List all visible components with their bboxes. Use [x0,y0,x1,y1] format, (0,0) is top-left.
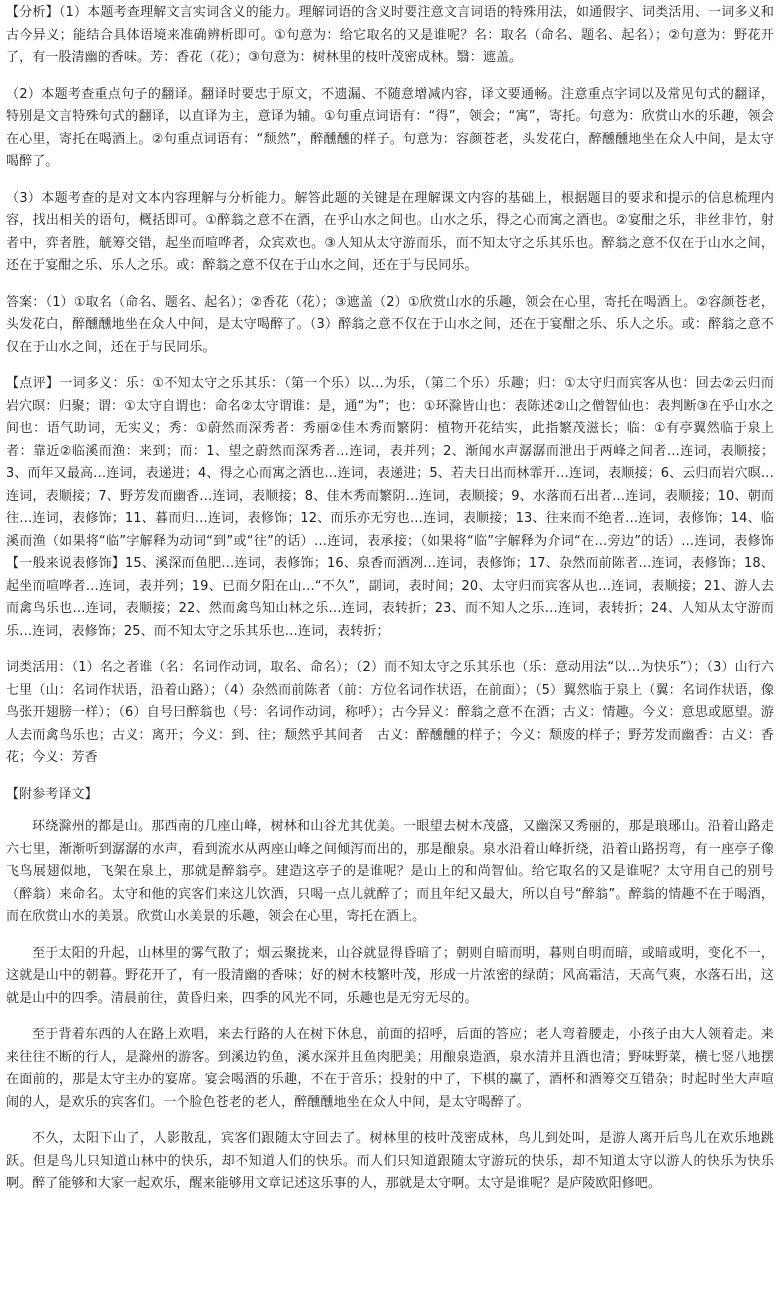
comment-paragraph: 【点评】一词多义：乐：①不知太守之乐其乐：（第一个乐）以…为乐，（第二个乐）乐趣；归：①太守归而宾客从也：回去②云归而岩穴暝：归聚；谓：①太守自谓也：命名②太守谓谁：是，通“为”；也：①环滁皆山也：表陈述②山之僧智仙也：表判断③在乎山水之间也：语气助词，无实义；秀：①蔚然而深秀者：秀丽②佳木秀而繁阴：植物开花结实，此指繁茂滋长；临：①有亭翼然临于泉上者：靠近②临溪而渔：来到；而：1、望之蔚然而深秀者…连词，表并列；2、渐闻水声潺潺而泄出于两峰之间者…连词，表顺接；3、而年又最高…连词，表递进；4、得之心而寓之酒也…连词，表递进；5、若夫日出而林霏开…连词，表顺接；6、云归而岩穴暝…连词，表顺接；7、野芳发而幽香…连词，表顺接；8、佳木秀而繁阴…连词，表顺接；9、水落而石出者…连词，表顺接；10、朝而往…连词，表修饰；11、暮而归…连词，表修饰；12、而乐亦无穷也…连词，表顺接；13、往来而不绝者…连词，表修饰；14、临溪而渔（如果将“临”字解释为动词“到”或“往”的话）…连词，表承接；（如果将“临”字解释为介词“在…旁边”的话）…连词，表修饰【一般来说表修饰】15、溪深而鱼肥…连词，表修饰；16、泉香而酒冽…连词，表修饰；17、杂然而前陈者…连词，表修饰；18、起坐而喧哗者…连词，表并列；19、已而夕阳在山…“不久”，副词，表时间；20、太守归而宾客从也…连词，表顺接；21、游人去而禽鸟乐也…连词，表顺接；22、然而禽鸟知山林之乐…连词，表转折；23、而不知人之乐…连词，表转折；24、人知从太守游而乐…连词，表修饰；25、而不知太守之乐其乐也…连词，表转折； [6,376,774,639]
answer-paragraph: 答案：（1）①取名（命名、题名、起名）；②香花（花）；③遮盖（2）①欣赏山水的乐趣，领会在心里，寄托在喝酒上。②容颜苍老，头发花白，醉醺醺地坐在众人中间，是太守喝醉了。（3）醉翁之意不仅在于山水之间，还在于宴酣之乐、乐人之乐。或：醉翁之意不仅在于山水之间，还在于与民同乐。 [6,294,774,355]
translation-paragraph-2: 至于太阳的升起，山林里的雾气散了；烟云聚拢来，山谷就显得昏暗了；朝则自暗而明，暮则自明而暗，或暗或明，变化不一，这就是山中的朝暮。野花开了，有一股清幽的香味；好的树木枝繁叶茂，形成一片浓密的绿荫；风高霜洁，天高气爽，水落石出，这就是山中的四季。清晨前往，黄昏归来，四季的风光不同，乐趣也是无穷无尽的。 [6,945,774,1006]
translation-paragraph-4: 不久，太阳下山了，人影散乱，宾客们跟随太守回去了。树林里的枝叶茂密成林，鸟儿到处叫，是游人离开后鸟儿在欢乐地跳跃。但是鸟儿只知道山林中的快乐，却不知道人们的快乐。而人们只知道跟随太守游玩的快乐，却不知道太守以游人的快乐为快乐啊。醉了能够和大家一起欢乐，醒来能够用文章记述这乐事的人，那就是太守啊。太守是谁呢？是庐陵欧阳修吧。 [6,1131,774,1191]
analysis-paragraph-2: （2）本题考查重点句子的翻译。翻译时要忠于原文，不遗漏、不随意增减内容，译文要通畅。注意重点字词以及常见句式的翻译，特别是文言特殊句式的翻译，以直译为主，意译为辅。①句重点词语有：“得”，领会；“寓”，寄托。句意为：欣赏山水的乐趣，领会在心里，寄托在喝酒上。②句重点词语有：“颓然”，醉醺醺的样子。句意为：容颜苍老，头发花白，醉醺醺地坐在众人中间，是太守喝醉了。 [6,86,774,169]
translation-paragraph-1: 环绕滁州的都是山。那西南的几座山峰，树林和山谷尤其优美。一眼望去树木茂盛，又幽深又秀丽的，那是琅琊山。沿着山路走六七里，渐渐听到潺潺的水声，看到流水从两座山峰之间倾泻而出的，那是酿泉。泉水沿着山峰折绕，沿着山路拐弯，有一座亭子像飞鸟展翅似地，飞架在泉上，那就是醉翁亭。建造这亭子的是谁呢？是山上的和尚智仙。给它取名的又是谁呢？太守用自己的别号（醉翁）来命名。太守和他的宾客们来这儿饮酒，只喝一点儿就醉了；而且年纪又最大，所以自号“醉翁”。醉翁的情趣不在于喝酒，而在欣赏山水的美景。欣赏山水美景的乐趣，领会在心里，寄托在酒上。 [6,819,774,924]
translation-title: 【附参考译文】 [6,786,98,802]
translation-paragraph-3: 至于背着东西的人在路上欢唱，来去行路的人在树下休息，前面的招呼，后面的答应；老人弯着腰走，小孩子由大人领着走。来来往往不断的行人，是滁州的游客。到溪边钓鱼，溪水深并且鱼肉肥美；用酿泉造酒，泉水清并且酒也清；野味野菜，横七竖八地摆在面前的，那是太守主办的宴席。宴会喝酒的乐趣，不在于音乐；投射的中了，下棋的赢了，酒杯和酒筹交互错杂；时起时坐大声喧闹的人，是欢乐的宾客们。一个脸色苍老的老人，醉醺醺地坐在众人中间，是太守喝醉了。 [6,1027,774,1110]
analysis-paragraph-3: （3）本题考查的是对文本内容理解与分析能力。解答此题的关键是在理解课文内容的基础上，根据题目的要求和提示的信息梳理内容，找出相关的语句，概括即可。①醉翁之意不在酒，在乎山水之间也。山水之乐，得之心而寓之酒也。②宴酣之乐，非丝非竹，射者中，弈者胜，觥筹交错，起坐而喧哗者，众宾欢也。③人知从太守游而乐，而不知太守之乐其乐也。醉翁之意不仅在于山水之间，还在于宴酣之乐、乐人之乐。或：醉翁之意不仅在于山水之间，还在于与民同乐。 [6,190,774,273]
analysis-paragraph-1: 【分析】（1）本题考查理解文言实词含义的能力。理解词语的含义时要注意文言词语的特殊用法，如通假字、词类活用、一词多义和古今异义；能结合具体语境来准确辨析即可。①句意为：给它取名的又是谁呢？名：取名（命名、题名、起名）；②句意为：野花开了，有一股清幽的香味。芳：香花（花）；③句意为：树林里的枝叶茂密成林。翳：遮盖。 [6,5,774,65]
word-usage-paragraph: 词类活用：（1）名之者谁（名：名词作动词，取名、命名）；（2）而不知太守之乐其乐也（乐：意动用法“以…为快乐”）；（3）山行六七里（山：名词作状语，沿着山路）；（4）杂然而前陈者（前：方位名词作状语，在前面）；（5）翼然临于泉上（翼：名词作状语，像鸟张开翅膀一样）；（6）自号曰醉翁也（号：名词作动词，称呼）；古今异义：醉翁之意不在酒；古义：情趣。今义：意思或愿望。游人去而禽鸟乐也；古义：离开；今义：到、往；颓然乎其间者 古义：醉醺醺的样子；今义：颓废的样子；野芳发而幽香：古义：香花；今义：芳香 [6,660,774,765]
